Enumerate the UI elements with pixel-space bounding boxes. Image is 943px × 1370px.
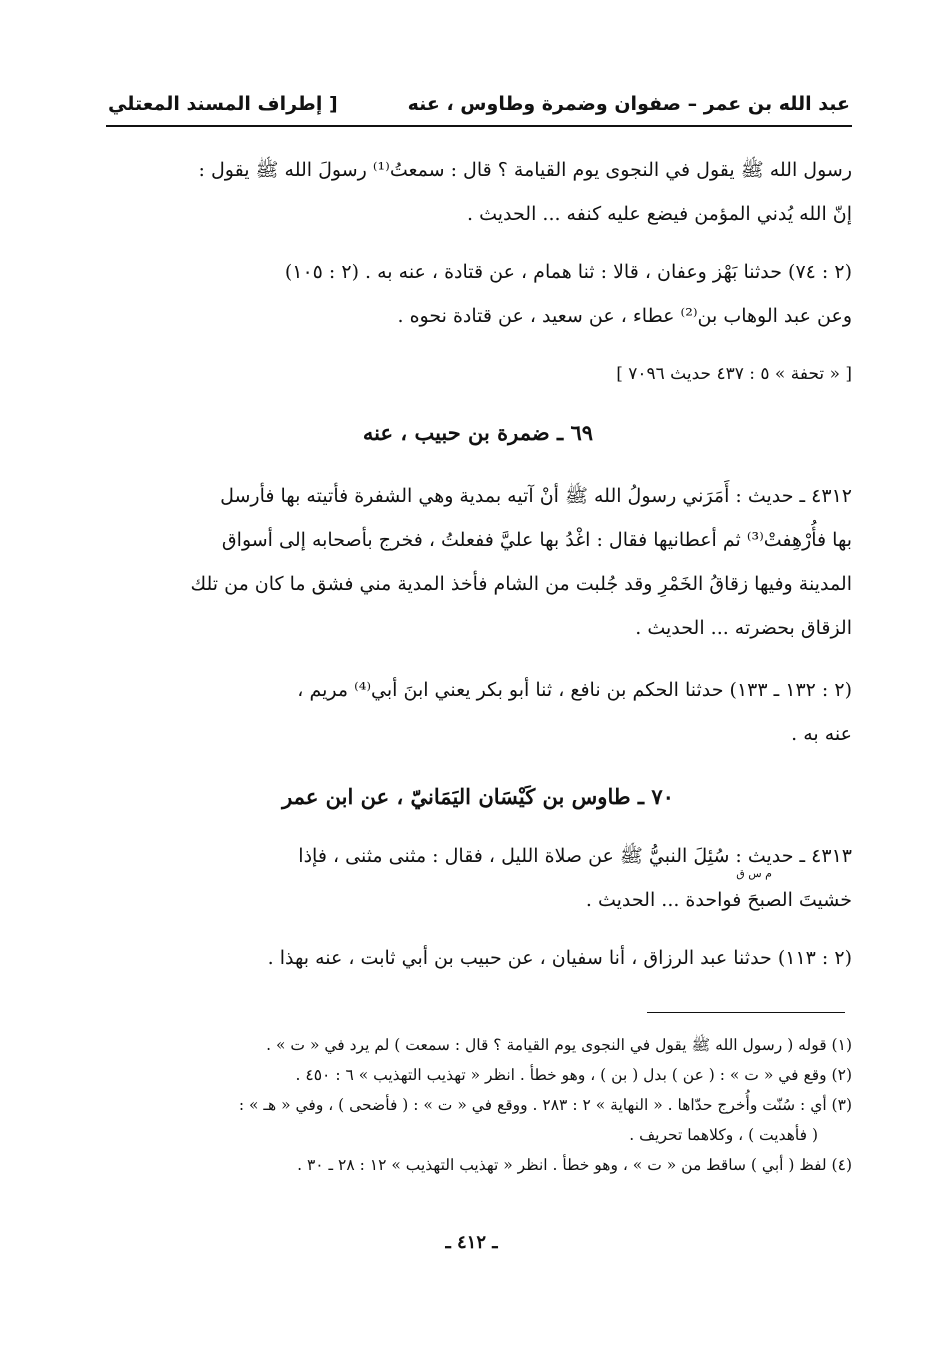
hadith-4313	[104, 834, 852, 922]
section-heading-69: ٦٩ ـ ضمرة بن حبيب ، عنه	[362, 420, 594, 445]
reference-text: [ « تحفة » ٥ : ٤٣٧ حديث ٧٠٩٦ ]	[616, 364, 852, 384]
section-heading-70: ٧٠ ـ طاوس بن كَيْسَان اليَمَانيّ ، عن ابن عمر	[282, 784, 674, 809]
text-line: عنه به .	[791, 723, 852, 745]
isnad-4313	[104, 936, 852, 980]
tuhfa-reference	[104, 352, 852, 396]
text-line: المدينة وفيها زقاقُ الخَمْرِ وقد جُلبت من الشام فأخذ المدية مني فشق ما كان من تلك	[190, 573, 852, 595]
source-sigla: م س ق	[736, 867, 772, 880]
text-line: ٤٣١٣ ـ حديث : سُئِلَ النبيُّ ﷺ عن صلاة الليل ، فقال : مثنى مثنى ، فإذا	[298, 845, 852, 867]
text-line: (٢ : ٧٤) حدثنا بَهْز وعفان ، قالا : ثنا همام ، عن قتادة ، عنه به . (٢ : ١٠٥)	[284, 261, 852, 283]
paragraph-isnad-bahz	[104, 250, 852, 338]
footnote-4: (٤) لفظ ( أبي ) ساقط من « ت » ، وهو خطأ . انظر « تهذيب التهذيب » ١٢ : ٢٨ ـ ٣٠ .	[297, 1156, 852, 1174]
footnote-3: (٣) أي : سُنّت وأُخرج حدّاها . « النهاية » ٢ : ٢٨٣ . ووقع في « ت » : ( فأضحى ) ، وفي « هـ » :	[238, 1096, 852, 1114]
text-line: خشيتَ الصبحَ فواحدة ... الحديث .	[585, 889, 852, 911]
text-line: (٢ : ١١٣) حدثنا عبد الرزاق ، أنا سفيان ، عن حبيب بن أبي ثابت ، عنه بهذا .	[267, 947, 852, 969]
header-rule	[106, 125, 852, 127]
text-line: رسول الله ﷺ يقول في النجوى يوم القيامة ؟ قال : سمعتُ⁽¹⁾ رسولَ الله ﷺ يقول :	[198, 159, 852, 181]
text-line: الزقاق بحضرته ... الحديث .	[635, 617, 852, 639]
footnote-2: (٢) وقع في « ت » : ( عن ) بدل ( بن ) ، وهو خطأ . انظر « تهذيب التهذيب » ٦ : ٤٥٠ .	[295, 1066, 852, 1084]
footnotes	[104, 1030, 852, 1180]
isnad-4312	[104, 668, 852, 756]
hadith-4312	[104, 474, 852, 650]
page-number: ـ ٤١٢ ـ	[445, 1232, 498, 1253]
footnote-3-continuation: ( فأهديت ) ، وكلاهما تحريف .	[629, 1126, 818, 1144]
running-header	[108, 84, 850, 124]
footnote-separator	[647, 1012, 845, 1013]
text-line: وعن عبد الوهاب بن⁽²⁾ عطاء ، عن سعيد ، عن قتادة نحوه .	[397, 305, 852, 327]
paragraph-nagwa-hadith	[104, 148, 852, 236]
footnote-1: (١) قوله ( رسول الله ﷺ يقول في النجوى يوم القيامة ؟ قال : سمعت ) لم يرد في « ت » .	[266, 1036, 852, 1054]
header-chapter-title: عبد الله بن عمر – صفوان وضمرة وطاوس ، عنه	[407, 93, 850, 115]
text-line: إنّ الله يُدني المؤمن فيضع عليه كنفه ... الحديث .	[467, 203, 852, 225]
text-line: ٤٣١٢ ـ حديث : أَمَرَني رسولُ الله ﷺ أنْ آتيه بمدية وهي الشفرة فأتيته بها فأرسل	[220, 485, 852, 507]
text-line: (٢ : ١٣٢ ـ ١٣٣) حدثنا الحكم بن نافع ، ثنا أبو بكر يعني ابنَ أبي⁽⁴⁾ مريم ،	[297, 679, 852, 701]
header-book-title: [ إطراف المسند المعتلي	[108, 93, 338, 115]
text-line: بها فأُرْهِفتْ⁽³⁾ ثم أعطانيها فقال : اغْدُ بها عليَّ ففعلتُ ، فخرج بأصحابه إلى أسواق	[221, 529, 852, 551]
